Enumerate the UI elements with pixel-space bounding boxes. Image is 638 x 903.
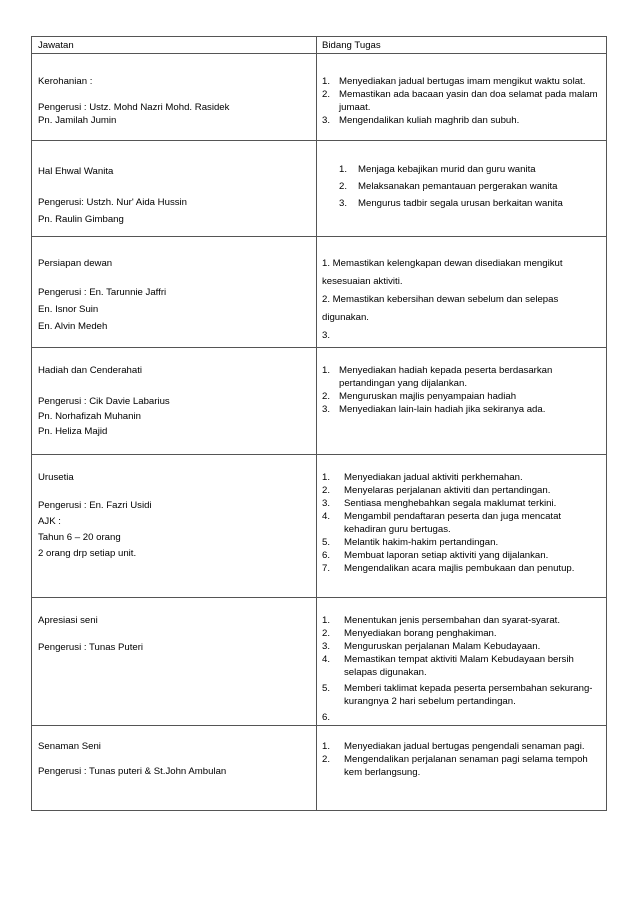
- tugas-item: 5. Memberi taklimat kepada peserta persembahan sekurang-kurangnya 2 hari sebelum pertandingan.: [322, 683, 593, 707]
- tugas-item: 2. Menyediakan borang penghakiman.: [322, 628, 497, 639]
- jawatan-title: Apresiasi seni: [38, 615, 98, 626]
- ahli-item: Pn. Heliza Majid: [38, 426, 108, 437]
- pengerusi: Pengerusi : Ustz. Mohd Nazri Mohd. Rasidek: [38, 102, 230, 113]
- tugas-item: 6. Membuat laporan setiap aktiviti yang dijalankan.: [322, 550, 549, 561]
- tugas-cell: [317, 598, 607, 726]
- table-row: [32, 237, 607, 348]
- tugas-line: digunakan.: [322, 312, 369, 323]
- table-row: [32, 141, 607, 237]
- tugas-item: 2. Melaksanakan pemantauan pergerakan wanita: [339, 181, 558, 192]
- table-row: [32, 54, 607, 141]
- jawatan-title: Senaman Seni: [38, 741, 101, 752]
- tugas-item: 7. Mengendalikan acara majlis pembukaan dan penutup.: [322, 563, 575, 574]
- tugas-item: 5. Melantik hakim-hakim pertandingan.: [322, 537, 499, 548]
- jawatan-title: Persiapan dewan: [38, 258, 113, 269]
- table-row: [32, 455, 607, 598]
- jawatan-title: Hadiah dan Cenderahati: [38, 365, 143, 376]
- pengerusi: Pengerusi : Cik Davie Labarius: [38, 396, 170, 407]
- jawatan-title: Kerohanian :: [38, 76, 93, 87]
- tugas-list: 1. Menentukan jenis persembahan dan syarat-syarat. 2. Menyediakan borang penghakiman. 3. Menguruskan perjalanan Malam Kebudayaan. 4. Memastikan tempat aktiviti Malam Kebudayaan bersih selapas digunakan. 5. Memberi taklimat kepada peserta persembahan sekurang-kurangnya 2 hari sebelum pertandingan. 6.: [322, 614, 600, 708]
- tugas-list: [322, 740, 600, 779]
- ahli-item: 2 orang drp setiap unit.: [38, 548, 137, 559]
- tugas-list: [322, 161, 600, 212]
- table-header-row: [32, 37, 607, 54]
- jawatan-cell: [32, 726, 317, 811]
- tugas-list: [322, 471, 600, 575]
- header-bidang-tugas: Bidang Tugas: [317, 37, 607, 54]
- jawatan-cell: [32, 455, 317, 598]
- tugas-cell: [317, 348, 607, 455]
- jawatan-cell: [32, 141, 317, 237]
- tugas-line: 3.: [322, 330, 331, 341]
- pengerusi: Pengerusi : En. Fazri Usidi: [38, 500, 152, 511]
- tugas-item: 2. Menguruskan majlis penyampaian hadiah: [322, 391, 517, 402]
- tugas-item: 1. Menentukan jenis persembahan dan syarat-syarat.: [322, 615, 560, 626]
- tugas-item: 3. Mengendalikan kuliah maghrib dan subuh.: [322, 115, 520, 126]
- tugas-text: [322, 255, 600, 345]
- table-row: [32, 348, 607, 455]
- tugas-item: 3. Menguruskan perjalanan Malam Kebudayaan.: [322, 641, 541, 652]
- tugas-cell: [317, 54, 607, 141]
- tugas-list: [322, 364, 600, 416]
- tugas-item: 1. Menyediakan jadual aktiviti perkhemahan.: [322, 472, 523, 483]
- ahli-item: En. Isnor Suin: [38, 304, 99, 315]
- tugas-cell: [317, 726, 607, 811]
- ahli-item: AJK :: [38, 516, 61, 527]
- ahli-item: En. Alvin Medeh: [38, 321, 108, 332]
- tugas-cell: [317, 141, 607, 237]
- pengerusi: Pengerusi : Tunas puteri & St.John Ambulan: [38, 766, 227, 777]
- tugas-line: 2. Memastikan kebersihan dewan sebelum dan selepas: [322, 294, 559, 305]
- tugas-item: 2. Menyelaras perjalanan aktiviti dan pertandingan.: [322, 485, 551, 496]
- tugas-cell: [317, 455, 607, 598]
- ahli-item: Pn. Jamilah Jumin: [38, 115, 117, 126]
- tugas-item: 1. Menyediakan jadual bertugas pengendali senaman pagi.: [322, 741, 585, 752]
- tugas-item: 4. Mengambil pendaftaran peserta dan juga mencatat kehadiran guru bertugas.: [322, 511, 562, 535]
- jawatan-cell: [32, 348, 317, 455]
- pengerusi: Pengerusi: Ustzh. Nur' Aida Hussin: [38, 197, 188, 208]
- jawatan-cell: [32, 598, 317, 726]
- tugas-item: 2. Memastikan ada bacaan yasin dan doa selamat pada malam jumaat.: [322, 89, 598, 113]
- table-row: [32, 726, 607, 811]
- tugas-item: 1. Menjaga kebajikan murid dan guru wanita: [339, 164, 536, 175]
- pengerusi: Pengerusi : En. Tarunnie Jaffri: [38, 287, 167, 298]
- tugas-item: 2. Mengendalikan perjalanan senaman pagi selama tempoh kem berlangsung.: [322, 754, 588, 778]
- header-jawatan: Jawatan: [32, 37, 317, 54]
- ahli-item: Pn. Raulin Gimbang: [38, 214, 124, 225]
- tugas-item: 3. Menyediakan lain-lain hadiah jika sekiranya ada.: [322, 404, 546, 415]
- tugas-item: 4. Memastikan tempat aktiviti Malam Kebudayaan bersih selapas digunakan.: [322, 654, 574, 678]
- tugas-item: 1. Menyediakan jadual bertugas imam mengikut waktu solat.: [322, 76, 586, 87]
- ahli-item: Tahun 6 – 20 orang: [38, 532, 121, 543]
- tugas-cell: [317, 237, 607, 348]
- tugas-item: 3. Mengurus tadbir segala urusan berkaitan wanita: [339, 198, 563, 209]
- duty-table: [31, 36, 607, 811]
- tugas-line: kesesuaian aktiviti.: [322, 276, 403, 287]
- jawatan-title: Hal Ehwal Wanita: [38, 166, 114, 177]
- table-row: [32, 598, 607, 726]
- tugas-item: 1. Menyediakan hadiah kepada peserta berdasarkan pertandingan yang dijalankan.: [322, 365, 553, 389]
- tugas-line: 1. Memastikan kelengkapan dewan disediakan mengikut: [322, 258, 563, 269]
- jawatan-cell: [32, 237, 317, 348]
- pengerusi: Pengerusi : Tunas Puteri: [38, 642, 144, 653]
- tugas-item: 3. Sentiasa menghebahkan segala maklumat terkini.: [322, 498, 557, 509]
- jawatan-cell: [32, 54, 317, 141]
- ahli-item: Pn. Norhafizah Muhanin: [38, 411, 141, 422]
- tugas-list: [322, 75, 600, 127]
- jawatan-title: Urusetia: [38, 472, 74, 483]
